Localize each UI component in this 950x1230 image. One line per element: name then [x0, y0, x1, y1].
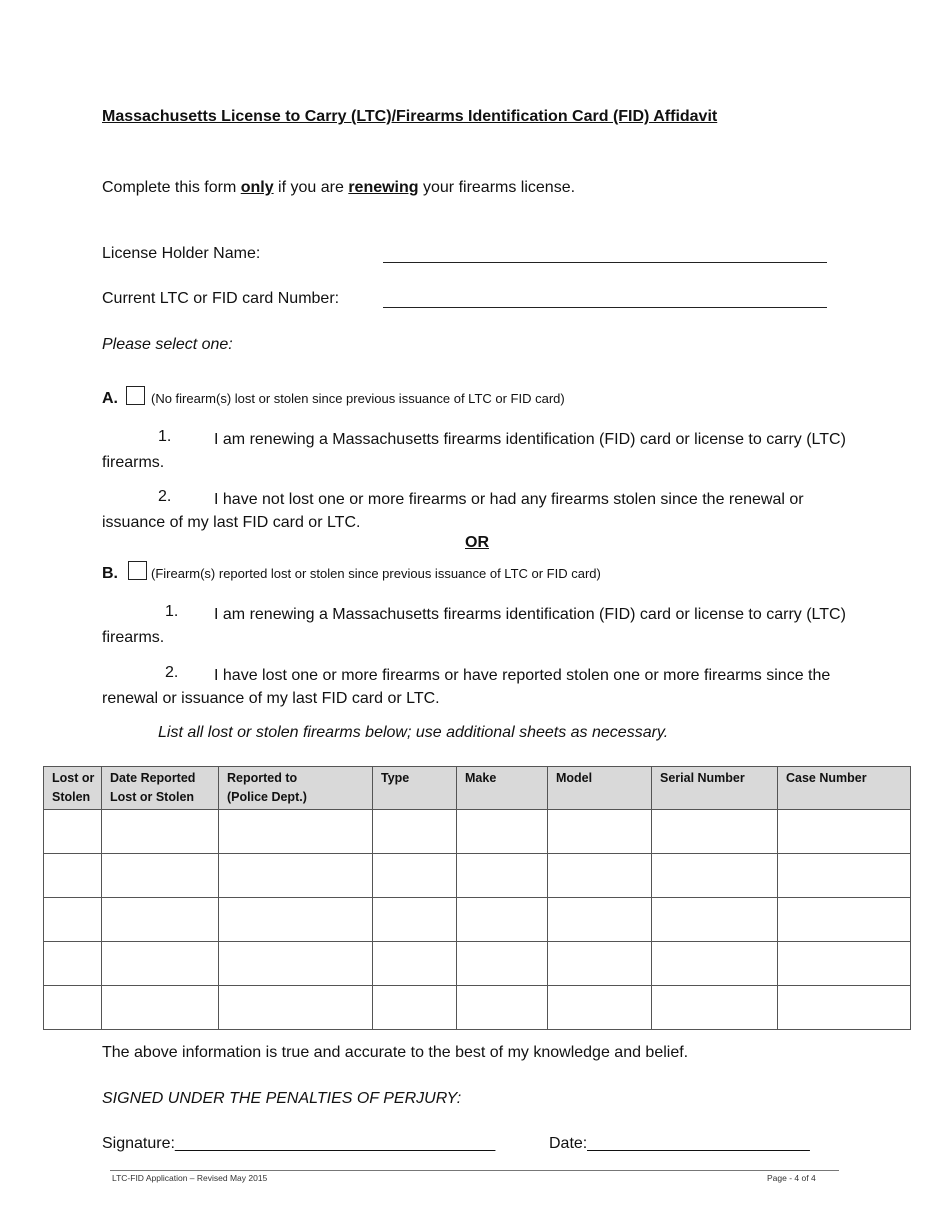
col-lost-or-stolen: Lost or Stolen: [44, 767, 102, 810]
col-model: Model: [548, 767, 652, 810]
table-cell[interactable]: [102, 986, 219, 1030]
table-header-row: [44, 767, 911, 810]
table-cell[interactable]: [102, 810, 219, 854]
table-cell[interactable]: [778, 942, 911, 986]
option-b-checkbox[interactable]: [128, 561, 147, 580]
table-cell[interactable]: [373, 810, 457, 854]
option-a-item1-text: I am renewing a Massachusetts firearms identification (FID) card or license to carry (LTC) firearms.: [102, 431, 846, 471]
table-row: [44, 854, 911, 898]
footer-divider: [110, 1170, 839, 1171]
table-cell[interactable]: [373, 898, 457, 942]
table-cell[interactable]: [44, 986, 102, 1030]
table-cell[interactable]: [652, 854, 778, 898]
col-reported-to: Reported to (Police Dept.): [219, 767, 373, 810]
option-b-desc: (Firearm(s) reported lost or stolen since previous issuance of LTC or FID card): [151, 566, 601, 581]
table-cell[interactable]: [44, 810, 102, 854]
card-number-label: Current LTC or FID card Number:: [102, 290, 340, 307]
intro-renewing: renewing: [348, 179, 419, 196]
table-cell[interactable]: [219, 810, 373, 854]
table-cell[interactable]: [102, 898, 219, 942]
table-cell[interactable]: [548, 898, 652, 942]
table-cell[interactable]: [778, 854, 911, 898]
table-cell[interactable]: [548, 942, 652, 986]
col-type: Type: [373, 767, 457, 810]
option-b-item1-num: 1.: [165, 603, 179, 620]
option-a-item2-text: I have not lost one or more firearms or had any firearms stolen since the renewal or issuance of my last FID card or LTC.: [102, 491, 804, 531]
col-serial-number: Serial Number: [652, 767, 778, 810]
table-cell[interactable]: [373, 854, 457, 898]
holder-name-label: License Holder Name:: [102, 245, 261, 262]
or-divider: OR: [465, 534, 489, 551]
col-make: Make: [457, 767, 548, 810]
table-cell[interactable]: [219, 986, 373, 1030]
table-cell[interactable]: [373, 986, 457, 1030]
signature-line[interactable]: ____________________________________: [174, 1135, 496, 1152]
signature-row: [102, 1135, 495, 1153]
signature-label: Signature:: [102, 1135, 175, 1152]
table-cell[interactable]: [548, 810, 652, 854]
footer-left: LTC-FID Application – Revised May 2015: [112, 1173, 268, 1183]
table-cell[interactable]: [652, 986, 778, 1030]
table-cell[interactable]: [219, 854, 373, 898]
option-a-item1-num: 1.: [158, 428, 172, 445]
table-cell[interactable]: [548, 854, 652, 898]
table-cell[interactable]: [102, 942, 219, 986]
intro-part2: if you are: [273, 179, 349, 196]
table-cell[interactable]: [652, 942, 778, 986]
table-cell[interactable]: [778, 810, 911, 854]
option-a: [102, 386, 565, 408]
table-cell[interactable]: [457, 810, 548, 854]
table-row: [44, 898, 911, 942]
table-cell[interactable]: [778, 898, 911, 942]
table-cell[interactable]: [44, 942, 102, 986]
card-number-field[interactable]: [383, 307, 827, 308]
option-b: [102, 561, 601, 583]
table-cell[interactable]: [219, 942, 373, 986]
table-cell[interactable]: [548, 986, 652, 1030]
footer-page-number: Page - 4 of 4: [767, 1173, 816, 1183]
table-cell[interactable]: [457, 986, 548, 1030]
option-b-item2-text: I have lost one or more firearms or have reported stolen one or more firearms since the renewal or issuance of my last FID card or LTC.: [102, 667, 831, 707]
option-a-desc: (No firearm(s) lost or stolen since previous issuance of LTC or FID card): [151, 391, 565, 406]
date-label: Date:: [549, 1135, 588, 1152]
perjury-statement: SIGNED UNDER THE PENALTIES OF PERJURY:: [102, 1090, 462, 1107]
option-b-letter: B.: [102, 565, 118, 582]
firearms-table: [43, 766, 911, 1030]
date-row: [549, 1135, 810, 1153]
intro-part3: your firearms license.: [418, 179, 576, 196]
option-a-item2-num: 2.: [158, 488, 172, 505]
option-a-letter: A.: [102, 390, 118, 407]
option-b-item2-num: 2.: [165, 664, 179, 681]
col-case-number: Case Number: [778, 767, 911, 810]
table-cell[interactable]: [652, 898, 778, 942]
date-line[interactable]: _________________________: [587, 1135, 810, 1152]
form-title: Massachusetts License to Carry (LTC)/Firearms Identification Card (FID) Affidavit: [102, 108, 718, 125]
table-row: [44, 942, 911, 986]
certification-text: The above information is true and accurate to the best of my knowledge and belief.: [102, 1044, 689, 1061]
intro-only: only: [240, 179, 274, 196]
table-cell[interactable]: [457, 854, 548, 898]
list-instruction: List all lost or stolen firearms below; use additional sheets as necessary.: [158, 724, 669, 741]
table-row: [44, 986, 911, 1030]
intro-part1: Complete this form: [102, 179, 241, 196]
option-b-item1-text: I am renewing a Massachusetts firearms identification (FID) card or license to carry (LTC) firearms.: [102, 606, 846, 646]
table-cell[interactable]: [373, 942, 457, 986]
table-cell[interactable]: [457, 942, 548, 986]
holder-name-field[interactable]: [383, 262, 827, 263]
table-cell[interactable]: [219, 898, 373, 942]
intro-text: [102, 176, 575, 199]
table-cell[interactable]: [457, 898, 548, 942]
select-prompt: Please select one:: [102, 336, 233, 353]
table-cell[interactable]: [102, 854, 219, 898]
table-cell[interactable]: [652, 810, 778, 854]
table-cell[interactable]: [44, 854, 102, 898]
option-a-checkbox[interactable]: [126, 386, 145, 405]
table-cell[interactable]: [44, 898, 102, 942]
table-cell[interactable]: [778, 986, 911, 1030]
col-date-reported: Date Reported Lost or Stolen: [102, 767, 219, 810]
table-row: [44, 810, 911, 854]
